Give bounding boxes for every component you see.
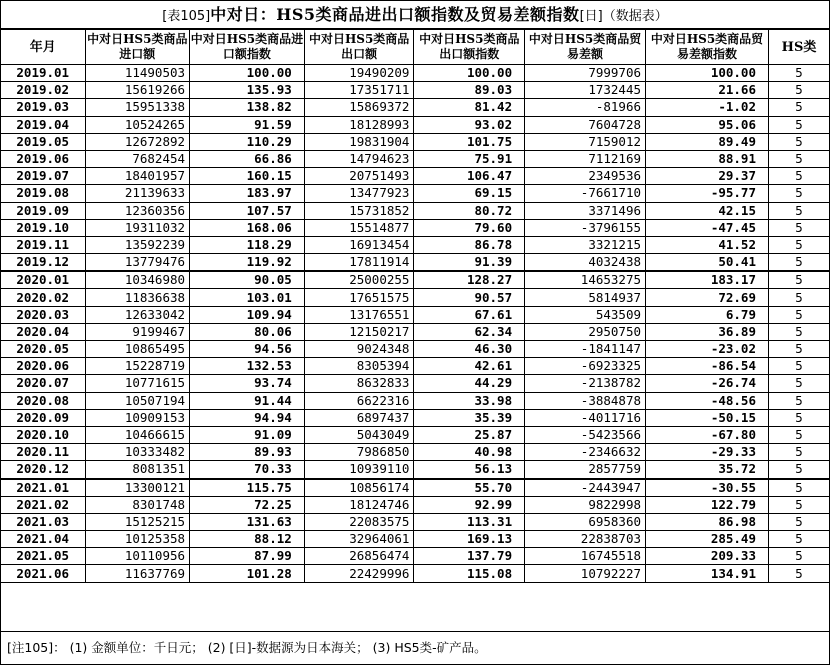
table-cell: 107.57 xyxy=(190,202,305,219)
table-body xyxy=(1,65,829,583)
table-cell: 3371496 xyxy=(525,202,646,219)
table-cell: -2346632 xyxy=(525,444,646,461)
table-cell: -2138782 xyxy=(525,375,646,392)
table-cell: 17651575 xyxy=(304,289,414,306)
table-cell: 67.61 xyxy=(414,306,525,323)
table-cell: 32964061 xyxy=(304,531,414,548)
table-row xyxy=(1,306,829,323)
table-cell: 5 xyxy=(768,202,829,219)
table-cell: 11490503 xyxy=(85,65,190,82)
table-cell: 2349536 xyxy=(525,168,646,185)
table-cell: 55.70 xyxy=(414,479,525,497)
data-table xyxy=(1,29,829,583)
header-cell: 中对日HS5类商品出口额 xyxy=(304,30,414,65)
table-cell: 5 xyxy=(768,444,829,461)
table-cell: 5 xyxy=(768,82,829,99)
table-cell: 137.79 xyxy=(414,548,525,565)
table-cell: 86.78 xyxy=(414,236,525,253)
table-cell: 26856474 xyxy=(304,548,414,565)
table-cell: 2019.11 xyxy=(1,236,85,253)
title-suffix: [日]（数据表） xyxy=(579,9,668,24)
table-cell: -95.77 xyxy=(646,185,769,202)
table-cell: 131.63 xyxy=(190,513,305,530)
table-cell: 2021.01 xyxy=(1,479,85,497)
table-cell: 86.98 xyxy=(646,513,769,530)
table-cell: 14794623 xyxy=(304,150,414,167)
table-cell: 2020.01 xyxy=(1,271,85,289)
header-cell: 中对日HS5类商品进口额指数 xyxy=(190,30,305,65)
table-cell: 13779476 xyxy=(85,254,190,272)
table-cell: 2020.04 xyxy=(1,323,85,340)
table-cell: 2020.07 xyxy=(1,375,85,392)
table-cell: -67.80 xyxy=(646,426,769,443)
table-row xyxy=(1,409,829,426)
table-cell: 18128993 xyxy=(304,116,414,133)
table-row xyxy=(1,513,829,530)
table-cell: 5 xyxy=(768,289,829,306)
table-cell: 10856174 xyxy=(304,479,414,497)
table-cell: 2020.11 xyxy=(1,444,85,461)
table-cell: 5 xyxy=(768,392,829,409)
table-row xyxy=(1,99,829,116)
table-cell: 5 xyxy=(768,271,829,289)
table-row xyxy=(1,341,829,358)
table-cell: 168.06 xyxy=(190,219,305,236)
table-cell: 19490209 xyxy=(304,65,414,82)
header-cell: HS类 xyxy=(768,30,829,65)
table-cell: 91.09 xyxy=(190,426,305,443)
table-cell: 7159012 xyxy=(525,133,646,150)
table-cell: 12360356 xyxy=(85,202,190,219)
table-cell: 2020.09 xyxy=(1,409,85,426)
table-cell: 2021.05 xyxy=(1,548,85,565)
table-cell: 115.08 xyxy=(414,565,525,582)
table-cell: 2020.12 xyxy=(1,461,85,479)
table-cell: 109.94 xyxy=(190,306,305,323)
table-cell: 89.93 xyxy=(190,444,305,461)
table-cell: 134.91 xyxy=(646,565,769,582)
table-cell: 6958360 xyxy=(525,513,646,530)
table-cell: 15125215 xyxy=(85,513,190,530)
table-cell: 138.82 xyxy=(190,99,305,116)
table-cell: 5 xyxy=(768,375,829,392)
table-row xyxy=(1,548,829,565)
table-row xyxy=(1,358,829,375)
table-cell: 89.49 xyxy=(646,133,769,150)
table-cell: 5 xyxy=(768,168,829,185)
table-cell: 10466615 xyxy=(85,426,190,443)
table-cell: 160.15 xyxy=(190,168,305,185)
table-cell: 87.99 xyxy=(190,548,305,565)
table-cell: 44.29 xyxy=(414,375,525,392)
table-cell: 10507194 xyxy=(85,392,190,409)
table-cell: 93.02 xyxy=(414,116,525,133)
table-cell: -30.55 xyxy=(646,479,769,497)
table-cell: 1732445 xyxy=(525,82,646,99)
table-cell: 19311032 xyxy=(85,219,190,236)
table-cell: 6.79 xyxy=(646,306,769,323)
table-cell: -47.45 xyxy=(646,219,769,236)
table-cell: 8632833 xyxy=(304,375,414,392)
table-cell: -7661710 xyxy=(525,185,646,202)
table-cell: -6923325 xyxy=(525,358,646,375)
table-cell: 115.75 xyxy=(190,479,305,497)
table-cell: 7604728 xyxy=(525,116,646,133)
table-cell: -3884878 xyxy=(525,392,646,409)
table-cell: 91.39 xyxy=(414,254,525,272)
table-cell: 69.15 xyxy=(414,185,525,202)
table-cell: 11836638 xyxy=(85,289,190,306)
table-cell: 80.06 xyxy=(190,323,305,340)
table-cell: 10939110 xyxy=(304,461,414,479)
table-cell: 16745518 xyxy=(525,548,646,565)
table-cell: 10125358 xyxy=(85,531,190,548)
title-prefix: [表105] xyxy=(162,9,211,24)
table-cell: 5 xyxy=(768,65,829,82)
table-cell: 5 xyxy=(768,116,829,133)
table-cell: 5 xyxy=(768,133,829,150)
table-cell: 5 xyxy=(768,548,829,565)
table-row xyxy=(1,202,829,219)
table-cell: 2020.06 xyxy=(1,358,85,375)
table-cell: 10524265 xyxy=(85,116,190,133)
table-cell: 2019.08 xyxy=(1,185,85,202)
table-cell: 15228719 xyxy=(85,358,190,375)
table-cell: 2020.05 xyxy=(1,341,85,358)
table-cell: 91.44 xyxy=(190,392,305,409)
table-cell: 11637769 xyxy=(85,565,190,582)
table-cell: 92.99 xyxy=(414,496,525,513)
table-cell: 50.41 xyxy=(646,254,769,272)
table-cell: 91.59 xyxy=(190,116,305,133)
table-cell: 79.60 xyxy=(414,219,525,236)
table-cell: 2019.07 xyxy=(1,168,85,185)
table-cell: 88.91 xyxy=(646,150,769,167)
table-cell: 183.97 xyxy=(190,185,305,202)
sheet-title xyxy=(1,1,829,29)
table-cell: 2021.06 xyxy=(1,565,85,582)
table-row xyxy=(1,323,829,340)
table-row xyxy=(1,479,829,497)
table-cell: 100.00 xyxy=(414,65,525,82)
table-cell: 90.05 xyxy=(190,271,305,289)
table-cell: 12150217 xyxy=(304,323,414,340)
table-row xyxy=(1,150,829,167)
table-cell: 5814937 xyxy=(525,289,646,306)
table-cell: 13300121 xyxy=(85,479,190,497)
table-cell: 5 xyxy=(768,513,829,530)
table-cell: 6622316 xyxy=(304,392,414,409)
table-cell: 10865495 xyxy=(85,341,190,358)
table-cell: 2019.10 xyxy=(1,219,85,236)
table-cell: 119.92 xyxy=(190,254,305,272)
table-cell: 5 xyxy=(768,461,829,479)
table-cell: 42.61 xyxy=(414,358,525,375)
table-cell: 15619266 xyxy=(85,82,190,99)
table-cell: 2019.12 xyxy=(1,254,85,272)
table-cell: 122.79 xyxy=(646,496,769,513)
table-cell: 15731852 xyxy=(304,202,414,219)
table-cell: 209.33 xyxy=(646,548,769,565)
table-cell: 7986850 xyxy=(304,444,414,461)
table-cell: 10346980 xyxy=(85,271,190,289)
footnote: [注105]： (1) 金额单位：千日元； (2) [日]-数据源为日本海关； (3) HS5类-矿产品。 xyxy=(1,631,829,664)
table-cell: 169.13 xyxy=(414,531,525,548)
table-cell: 2021.04 xyxy=(1,531,85,548)
table-cell: 15514877 xyxy=(304,219,414,236)
table-cell: 22429996 xyxy=(304,565,414,582)
table-cell: 7999706 xyxy=(525,65,646,82)
table-cell: -48.56 xyxy=(646,392,769,409)
table-row xyxy=(1,375,829,392)
table-cell: 88.12 xyxy=(190,531,305,548)
table-cell: 100.00 xyxy=(646,65,769,82)
table-cell: -1841147 xyxy=(525,341,646,358)
table-cell: 72.69 xyxy=(646,289,769,306)
table-cell: 35.72 xyxy=(646,461,769,479)
table-row xyxy=(1,168,829,185)
table-cell: 12633042 xyxy=(85,306,190,323)
table-cell: 13592239 xyxy=(85,236,190,253)
table-cell: 5 xyxy=(768,185,829,202)
table-cell: 12672892 xyxy=(85,133,190,150)
table-cell: 80.72 xyxy=(414,202,525,219)
table-cell: 113.31 xyxy=(414,513,525,530)
table-cell: 5 xyxy=(768,219,829,236)
table-cell: -2443947 xyxy=(525,479,646,497)
table-cell: 5043049 xyxy=(304,426,414,443)
table-cell: 6897437 xyxy=(304,409,414,426)
table-cell: 101.75 xyxy=(414,133,525,150)
table-cell: 5 xyxy=(768,531,829,548)
table-cell: -1.02 xyxy=(646,99,769,116)
table-row xyxy=(1,254,829,272)
table-cell: 10333482 xyxy=(85,444,190,461)
table-cell: 41.52 xyxy=(646,236,769,253)
table-cell: 2021.02 xyxy=(1,496,85,513)
table-cell: -3796155 xyxy=(525,219,646,236)
table-cell: 33.98 xyxy=(414,392,525,409)
table-cell: 5 xyxy=(768,565,829,582)
table-cell: 7682454 xyxy=(85,150,190,167)
table-cell: 14653275 xyxy=(525,271,646,289)
table-cell: 70.33 xyxy=(190,461,305,479)
table-cell: 2019.02 xyxy=(1,82,85,99)
table-cell: 81.42 xyxy=(414,99,525,116)
table-cell: -86.54 xyxy=(646,358,769,375)
table-cell: 56.13 xyxy=(414,461,525,479)
table-row xyxy=(1,185,829,202)
table-cell: 543509 xyxy=(525,306,646,323)
table-cell: 18124746 xyxy=(304,496,414,513)
table-cell: 5 xyxy=(768,358,829,375)
header-cell: 中对日HS5类商品出口额指数 xyxy=(414,30,525,65)
table-cell: 5 xyxy=(768,323,829,340)
table-cell: -5423566 xyxy=(525,426,646,443)
table-cell: 22838703 xyxy=(525,531,646,548)
table-cell: 7112169 xyxy=(525,150,646,167)
table-cell: 46.30 xyxy=(414,341,525,358)
table-cell: 90.57 xyxy=(414,289,525,306)
table-cell: 106.47 xyxy=(414,168,525,185)
table-cell: 2857759 xyxy=(525,461,646,479)
table-cell: 2019.09 xyxy=(1,202,85,219)
table-cell: 94.94 xyxy=(190,409,305,426)
table-cell: 21.66 xyxy=(646,82,769,99)
table-row xyxy=(1,565,829,582)
table-cell: 40.98 xyxy=(414,444,525,461)
table-row xyxy=(1,65,829,82)
table-cell: 15869372 xyxy=(304,99,414,116)
table-cell: 93.74 xyxy=(190,375,305,392)
table-row xyxy=(1,271,829,289)
table-cell: -26.74 xyxy=(646,375,769,392)
table-cell: 17351711 xyxy=(304,82,414,99)
table-cell: 5 xyxy=(768,479,829,497)
table-cell: 103.01 xyxy=(190,289,305,306)
table-cell: 2019.06 xyxy=(1,150,85,167)
table-cell: 25000255 xyxy=(304,271,414,289)
table-cell: 62.34 xyxy=(414,323,525,340)
table-cell: 22083575 xyxy=(304,513,414,530)
table-row xyxy=(1,461,829,479)
table-cell: 4032438 xyxy=(525,254,646,272)
table-cell: -81966 xyxy=(525,99,646,116)
table-cell: 75.91 xyxy=(414,150,525,167)
table-cell: 5 xyxy=(768,426,829,443)
table-row xyxy=(1,444,829,461)
table-row xyxy=(1,289,829,306)
table-row xyxy=(1,116,829,133)
table-cell: 17811914 xyxy=(304,254,414,272)
table-cell: 5 xyxy=(768,306,829,323)
table-cell: 13176551 xyxy=(304,306,414,323)
header-cell: 中对日HS5类商品进口额 xyxy=(85,30,190,65)
table-cell: 285.49 xyxy=(646,531,769,548)
table-cell: 15951338 xyxy=(85,99,190,116)
table-cell: 8305394 xyxy=(304,358,414,375)
table-cell: 110.29 xyxy=(190,133,305,150)
table-cell: 25.87 xyxy=(414,426,525,443)
table-cell: 2019.05 xyxy=(1,133,85,150)
table-cell: 9199467 xyxy=(85,323,190,340)
table-row xyxy=(1,426,829,443)
table-cell: 100.00 xyxy=(190,65,305,82)
table-cell: 29.37 xyxy=(646,168,769,185)
table-cell: 89.03 xyxy=(414,82,525,99)
table-cell: 3321215 xyxy=(525,236,646,253)
table-cell: 9024348 xyxy=(304,341,414,358)
table-cell: 8081351 xyxy=(85,461,190,479)
table-cell: 21139633 xyxy=(85,185,190,202)
table-cell: 72.25 xyxy=(190,496,305,513)
table-cell: 16913454 xyxy=(304,236,414,253)
table-cell: 128.27 xyxy=(414,271,525,289)
header-cell: 中对日HS5类商品贸易差额 xyxy=(525,30,646,65)
table-cell: 10771615 xyxy=(85,375,190,392)
table-row xyxy=(1,236,829,253)
header-cell: 中对日HS5类商品贸易差额指数 xyxy=(646,30,769,65)
table-row xyxy=(1,496,829,513)
table-row xyxy=(1,133,829,150)
table-row xyxy=(1,219,829,236)
table-cell: 2019.03 xyxy=(1,99,85,116)
table-cell: 5 xyxy=(768,254,829,272)
table-cell: 36.89 xyxy=(646,323,769,340)
table-cell: -29.33 xyxy=(646,444,769,461)
table-cell: -50.15 xyxy=(646,409,769,426)
table-row xyxy=(1,82,829,99)
table-cell: 2019.01 xyxy=(1,65,85,82)
header-cell: 年月 xyxy=(1,30,85,65)
table-cell: 5 xyxy=(768,150,829,167)
table-cell: 135.93 xyxy=(190,82,305,99)
table-cell: 10792227 xyxy=(525,565,646,582)
table-cell: 5 xyxy=(768,341,829,358)
table-cell: 2020.08 xyxy=(1,392,85,409)
table-cell: 5 xyxy=(768,236,829,253)
table-cell: 2019.04 xyxy=(1,116,85,133)
table-cell: 183.17 xyxy=(646,271,769,289)
title-main: 中对日：HS5类商品进出口额指数及贸易差额指数 xyxy=(210,5,580,24)
table-cell: 118.29 xyxy=(190,236,305,253)
table-cell: 13477923 xyxy=(304,185,414,202)
table-cell: 5 xyxy=(768,99,829,116)
table-cell: -23.02 xyxy=(646,341,769,358)
table-cell: 95.06 xyxy=(646,116,769,133)
header-row xyxy=(1,30,829,65)
table-row xyxy=(1,531,829,548)
table-cell: 19831904 xyxy=(304,133,414,150)
table-cell: 10909153 xyxy=(85,409,190,426)
table-cell: 132.53 xyxy=(190,358,305,375)
table-cell: 5 xyxy=(768,409,829,426)
table-cell: 9822998 xyxy=(525,496,646,513)
table-cell: 94.56 xyxy=(190,341,305,358)
table-cell: 66.86 xyxy=(190,150,305,167)
table-cell: 8301748 xyxy=(85,496,190,513)
table-cell: 5 xyxy=(768,496,829,513)
table-cell: 2020.02 xyxy=(1,289,85,306)
table-cell: 2020.03 xyxy=(1,306,85,323)
table-cell: 2021.03 xyxy=(1,513,85,530)
table-cell: 2020.10 xyxy=(1,426,85,443)
table-cell: 2950750 xyxy=(525,323,646,340)
table-cell: 20751493 xyxy=(304,168,414,185)
table-cell: 10110956 xyxy=(85,548,190,565)
table-cell: -4011716 xyxy=(525,409,646,426)
table-cell: 42.15 xyxy=(646,202,769,219)
table-cell: 35.39 xyxy=(414,409,525,426)
table-cell: 18401957 xyxy=(85,168,190,185)
table-row xyxy=(1,392,829,409)
table-cell: 101.28 xyxy=(190,565,305,582)
